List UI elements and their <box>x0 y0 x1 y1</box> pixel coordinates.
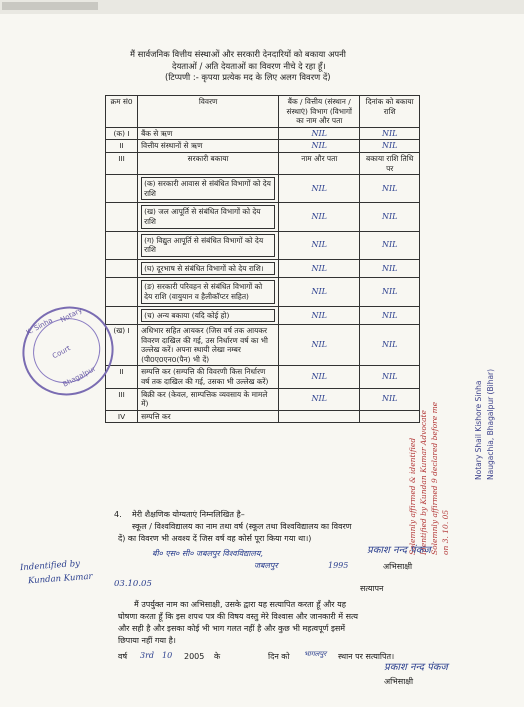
header-line-2: देयताओं / अति देयताओं का विवरण नीचे दे रहा हूँ। <box>172 61 326 71</box>
sub-item-description: (च) अन्य बकाया (यदि कोई हो) <box>141 309 275 323</box>
row-bank-value: नाम और पता <box>279 152 360 174</box>
row-serial <box>106 175 138 203</box>
side-note-notary-place: Naugachia, Bhagalpur (Bihar) <box>486 368 495 480</box>
col-bank-header: बैंक / वित्तीय (संस्थान / संस्थाएं) विभाग (विभागों का नाम और पता <box>279 96 360 128</box>
stamp-place: Bhagalpur <box>61 364 98 389</box>
row-due-value: NIL <box>360 306 420 325</box>
side-note-red-1: Solemnly affirmed & identified <box>408 437 417 555</box>
row-bank-value: NIL <box>279 175 360 203</box>
verification-month: 10 <box>162 651 173 660</box>
row-serial: (ख) I <box>106 325 138 366</box>
education-line-1: स्कूल / विश्वविद्यालय का नाम तथा वर्ष (स्कूल तथा विश्वविद्यालय का विवरण <box>132 522 352 531</box>
side-note-red-3: Solemnly affirmed 9 declared before me <box>430 401 439 555</box>
row-bank-value: NIL <box>279 325 360 366</box>
verification-year: 2005 <box>184 652 205 661</box>
col-due-header: दिनांक को बकाया राशि <box>360 96 420 128</box>
row-bank-value: NIL <box>279 127 360 140</box>
table-row <box>106 140 420 153</box>
row-description: अधिभार सहित आयकर (जिस वर्ष तक आयकर विवरण दाखिल की गई, उस निर्धारण वर्ष का भी उल्लेख करें। अपना स्थायी लेखा नम्बर (पी0ए0एन0(पैन) भी दें) <box>138 325 279 366</box>
side-note-red-4: on 3. 10. 05 <box>441 509 450 555</box>
row-bank-value: NIL <box>279 140 360 153</box>
verification-signature: प्रकाश नन्द पंकज <box>384 662 448 673</box>
row-bank-value: NIL <box>279 366 360 388</box>
identification-date: 03.10.05 <box>114 579 152 589</box>
education-signature: प्रकाश नन्द पंकज <box>367 545 431 556</box>
sub-item-description: (क) सरकारी आवास से संबंधित विभागों को देय राशि <box>141 177 275 200</box>
row-serial <box>106 278 138 306</box>
row-description: बैंक से ऋण <box>138 127 279 140</box>
liabilities-table <box>105 95 420 423</box>
table-row <box>106 175 420 203</box>
side-note-red-2: Identified by Kundan Kumar Advocate <box>419 410 428 555</box>
side-note-notary-name: Notary Shail Kishore Sinha <box>474 380 483 480</box>
verification-text-1: मैं उपर्युक्त नाम का अभिसाक्षी, उसके द्वारा यह सत्यापित करता हूँ और यह <box>134 600 346 609</box>
row-description <box>138 203 279 231</box>
row-serial <box>106 259 138 278</box>
row-due-value: NIL <box>360 127 420 140</box>
row-description: वित्तीय संस्थानों से ऋण <box>138 140 279 153</box>
row-serial: II <box>106 366 138 388</box>
table-row <box>106 306 420 325</box>
verification-mid-2: दिन को <box>268 652 290 661</box>
stamp-word: Notary <box>59 306 84 325</box>
row-serial <box>106 203 138 231</box>
col-serial-header: क्रम सं0 <box>106 96 138 128</box>
verification-day: 3rd <box>140 651 155 660</box>
education-number: 4. <box>114 510 122 519</box>
row-bank-value: NIL <box>279 203 360 231</box>
row-due-value: बकाया राशि तिथि पर <box>360 152 420 174</box>
verification-mid-1: के <box>214 652 221 661</box>
education-handwritten-1: बी० एस० सी० जबलपुर विश्वविद्यालय, <box>152 549 263 558</box>
row-description <box>138 231 279 259</box>
stamp-center: Court <box>51 344 72 361</box>
sub-item-description: (ङ) सरकारी परिवहन से संबंधित विभागों को देय राशि (वायुयान व हैलीकॉप्टर सहित) <box>141 280 275 303</box>
row-bank-value <box>279 410 360 423</box>
row-due-value: NIL <box>360 259 420 278</box>
row-description <box>138 306 279 325</box>
identifier-name: Kundan Kumar <box>27 571 93 587</box>
row-bank-value: NIL <box>279 231 360 259</box>
row-due-value: NIL <box>360 140 420 153</box>
verification-text-3: और सही है और इसका कोई भी भाग गलत नहीं है और कुछ भी महत्वपूर्ण इसमें <box>118 624 346 633</box>
stamp-name: K. Sinha <box>24 316 54 337</box>
header-line-3: (टिप्पणी :- कृपया प्रत्येक मद के लिए अलग विवरण दें) <box>165 72 331 82</box>
row-bank-value: NIL <box>279 259 360 278</box>
row-bank-value: NIL <box>279 388 360 410</box>
row-description <box>138 278 279 306</box>
row-description <box>138 175 279 203</box>
row-due-value: NIL <box>360 278 420 306</box>
table-row <box>106 410 420 423</box>
education-year: 1995 <box>328 561 349 570</box>
education-line-2: दें) का विवरण भी अवश्य दें जिस वर्ष वह कोर्स पूरा किया गया था।) <box>118 534 312 543</box>
table-row <box>106 278 420 306</box>
row-bank-value: NIL <box>279 278 360 306</box>
table-row <box>106 203 420 231</box>
row-due-value: NIL <box>360 203 420 231</box>
education-heading: मेरी शैक्षणिक योग्यताएं निम्नलिखित है– <box>132 510 245 519</box>
scan-edge-shadow <box>2 2 98 10</box>
table-header-row <box>106 96 420 128</box>
row-due-value: NIL <box>360 325 420 366</box>
row-due-value: NIL <box>360 366 420 388</box>
row-serial: II <box>106 140 138 153</box>
table-row <box>106 127 420 140</box>
education-signature-title: अभिसाक्षी <box>383 562 413 571</box>
table-row <box>106 325 420 366</box>
sub-item-description: (घ) दूरभाष से संबंधित विभागों को देय राशि। <box>141 262 275 276</box>
header-line-1: मैं सार्वजनिक वित्तीय संस्थाओं और सरकारी देनदारियों को बकाया अपनी <box>130 49 346 59</box>
verification-text-4: छिपाया नहीं गया है। <box>118 636 176 645</box>
identified-by: Indentified by <box>19 558 81 574</box>
verification-place: भागलपुर <box>304 650 327 658</box>
row-description <box>138 259 279 278</box>
table-row <box>106 152 420 174</box>
row-description: सम्पत्ति कर (सम्पत्ति की विवरणी किस निर्धारण वर्ष तक दाखिल की गई, उसका भी उल्लेख करें) <box>138 366 279 388</box>
row-due-value: NIL <box>360 231 420 259</box>
verification-date-suffix: स्थान पर सत्यापित। <box>338 652 395 661</box>
table-row <box>106 388 420 410</box>
verification-text-2: घोषणा करता हूँ कि इस शपथ पत्र की विषय वस्तु मेरे विश्वास और जानकारी में सत्य <box>118 612 358 621</box>
table-row <box>106 259 420 278</box>
row-serial: IV <box>106 410 138 423</box>
sub-item-description: (ग) विद्युत आपूर्ति से संबंधित विभागों को देय राशि <box>141 234 275 257</box>
row-due-value: NIL <box>360 388 420 410</box>
table-row <box>106 231 420 259</box>
row-bank-value: NIL <box>279 306 360 325</box>
education-handwritten-2: जबलपुर <box>254 561 278 570</box>
row-description: सम्पत्ति कर <box>138 410 279 423</box>
verification-date-prefix: वर्ष <box>118 652 128 661</box>
row-description: सरकारी बकाया <box>138 152 279 174</box>
verification-heading: सत्यापन <box>360 584 384 593</box>
row-serial: III <box>106 388 138 410</box>
sub-item-description: (ख) जल आपूर्ति से संबंधित विभागों को देय राशि <box>141 205 275 228</box>
row-due-value <box>360 410 420 423</box>
row-due-value: NIL <box>360 175 420 203</box>
row-serial <box>106 231 138 259</box>
row-description: बिक्री कर (केवल, साम्पत्तिक व्यवसाय के मामले में) <box>138 388 279 410</box>
row-serial <box>106 306 138 325</box>
table-row <box>106 366 420 388</box>
row-serial: III <box>106 152 138 174</box>
col-description-header: विवरण <box>138 96 279 128</box>
verification-signature-title: अभिसाक्षी <box>384 677 414 686</box>
row-serial: (क) I <box>106 127 138 140</box>
